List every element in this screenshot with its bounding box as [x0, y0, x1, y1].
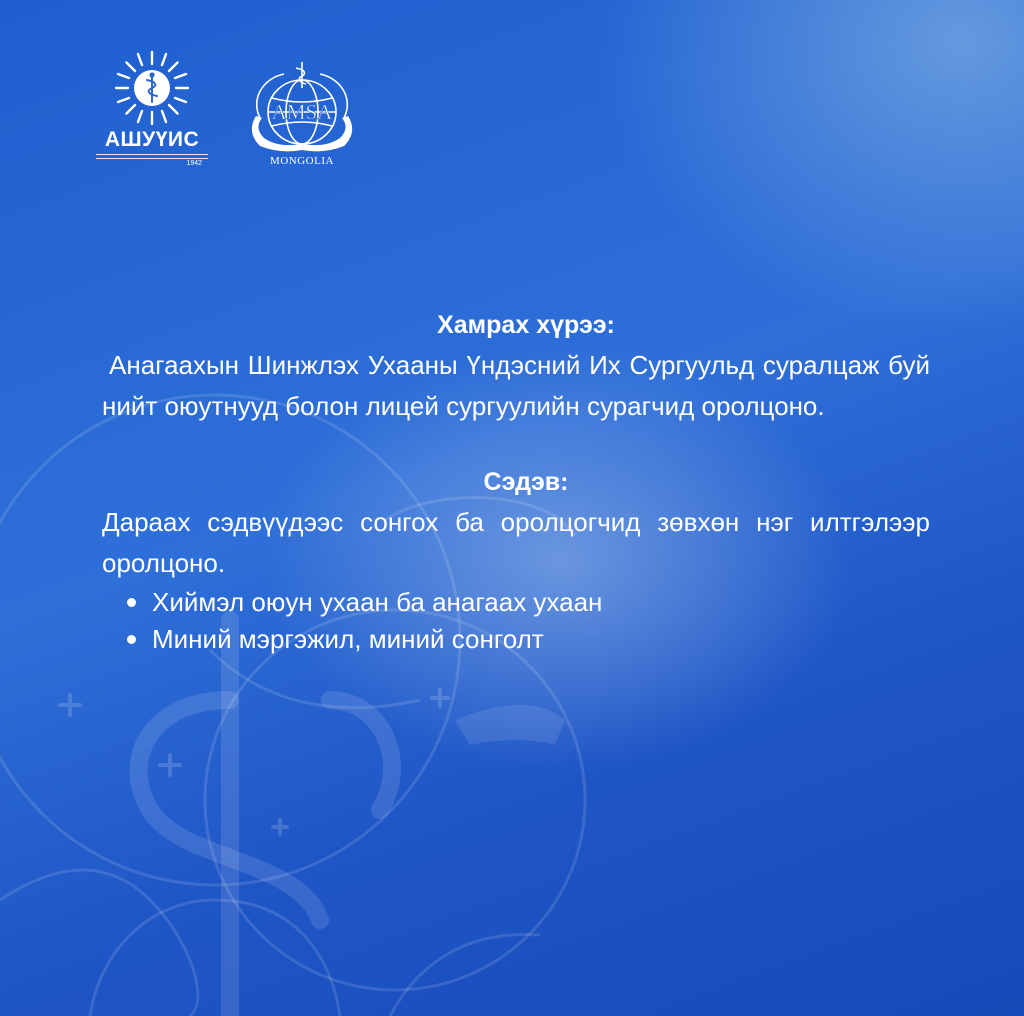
- university-logo-name: АШУҮИС: [104, 128, 200, 151]
- university-logo-year: 1942: [186, 160, 202, 167]
- list-item-label: Миний мэргэжил, миний сонголт: [152, 624, 544, 654]
- university-logo: [96, 50, 208, 172]
- list-item: [102, 621, 930, 658]
- bullet-dot-icon: [127, 598, 136, 607]
- scope-heading: Хамрах хүрээ:: [437, 311, 615, 339]
- scope-text: Анагаахын Шинжлэх Ухааны Үндэсний Их Сургуульд суралцаж буй нийт оюутнууд болон лицей сургуулийн сурагчид оролцоно.: [102, 350, 930, 421]
- sunburst-caduceus-icon: [114, 50, 190, 126]
- topic-list: [102, 584, 930, 658]
- list-item: [102, 584, 930, 621]
- topic-text: Дараах сэдвүүдээс сонгох ба оролцогчид зөвхөн нэг илтгэлээр оролцоно.: [102, 507, 930, 578]
- amsa-globe-emblem-icon: [240, 58, 364, 158]
- amsa-logo: [240, 58, 364, 170]
- amsa-logo-country: MONGOLIA: [270, 155, 334, 167]
- main-content: [102, 305, 930, 658]
- bullet-dot-icon: [127, 635, 136, 644]
- amsa-acronym: AMSA: [271, 100, 333, 124]
- topic-heading: Сэдэв:: [483, 468, 569, 496]
- list-item-label: Хиймэл оюун ухаан ба анагаах ухаан: [152, 587, 603, 617]
